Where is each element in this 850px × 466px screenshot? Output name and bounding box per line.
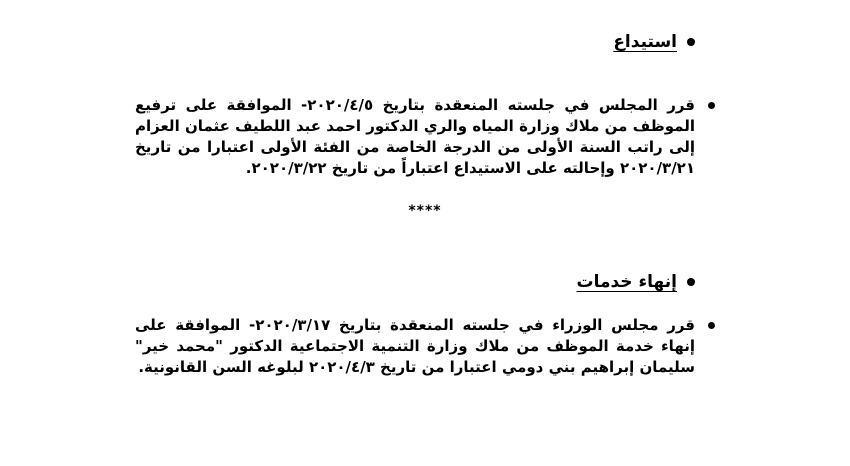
bullet-icon [687, 278, 695, 286]
paragraph-text: قرر المجلس في جلسته المنعقدة بتاريخ ٢٠٢٠/٤/٥- الموافقة على ترفيع الموظف من ملاك وزارة المياه والري الدكتور احمد عبد اللطيف عثمان العزام إلى راتب السنة الأولى من الدرجة الخاصة من الفئة الأولى اعتبارا من تاريخ ٢٠٢٠/٣/٢١ وإحالته على الاستيداع اعتباراً من تاريخ ٢٠٢٠/٣/٢٢. [135, 96, 695, 177]
bullet-icon [708, 322, 715, 329]
section-paragraph-istidaa [135, 95, 695, 179]
bullet-icon [687, 38, 695, 46]
section-title: إنهاء خدمات [576, 272, 677, 292]
bullet-icon [708, 102, 715, 109]
section-heading-termination [577, 272, 696, 292]
paragraph-text: قرر مجلس الوزراء في جلسته المنعقدة بتاريخ ٢٠٢٠/٣/١٧- الموافقة على إنهاء خدمة الموظف من ملاك وزارة التنمية الاجتماعية الدكتور "محمد خير" سليمان إبراهيم بني دومي اعتبارا من تاريخ ٢٠٢٠/٤/٣ لبلوغه السن القانونية. [135, 316, 695, 376]
section-title: استيداع [613, 32, 677, 52]
section-separator: **** [408, 203, 442, 219]
section-heading-istidaa [613, 32, 695, 52]
section-paragraph-termination [135, 315, 695, 378]
